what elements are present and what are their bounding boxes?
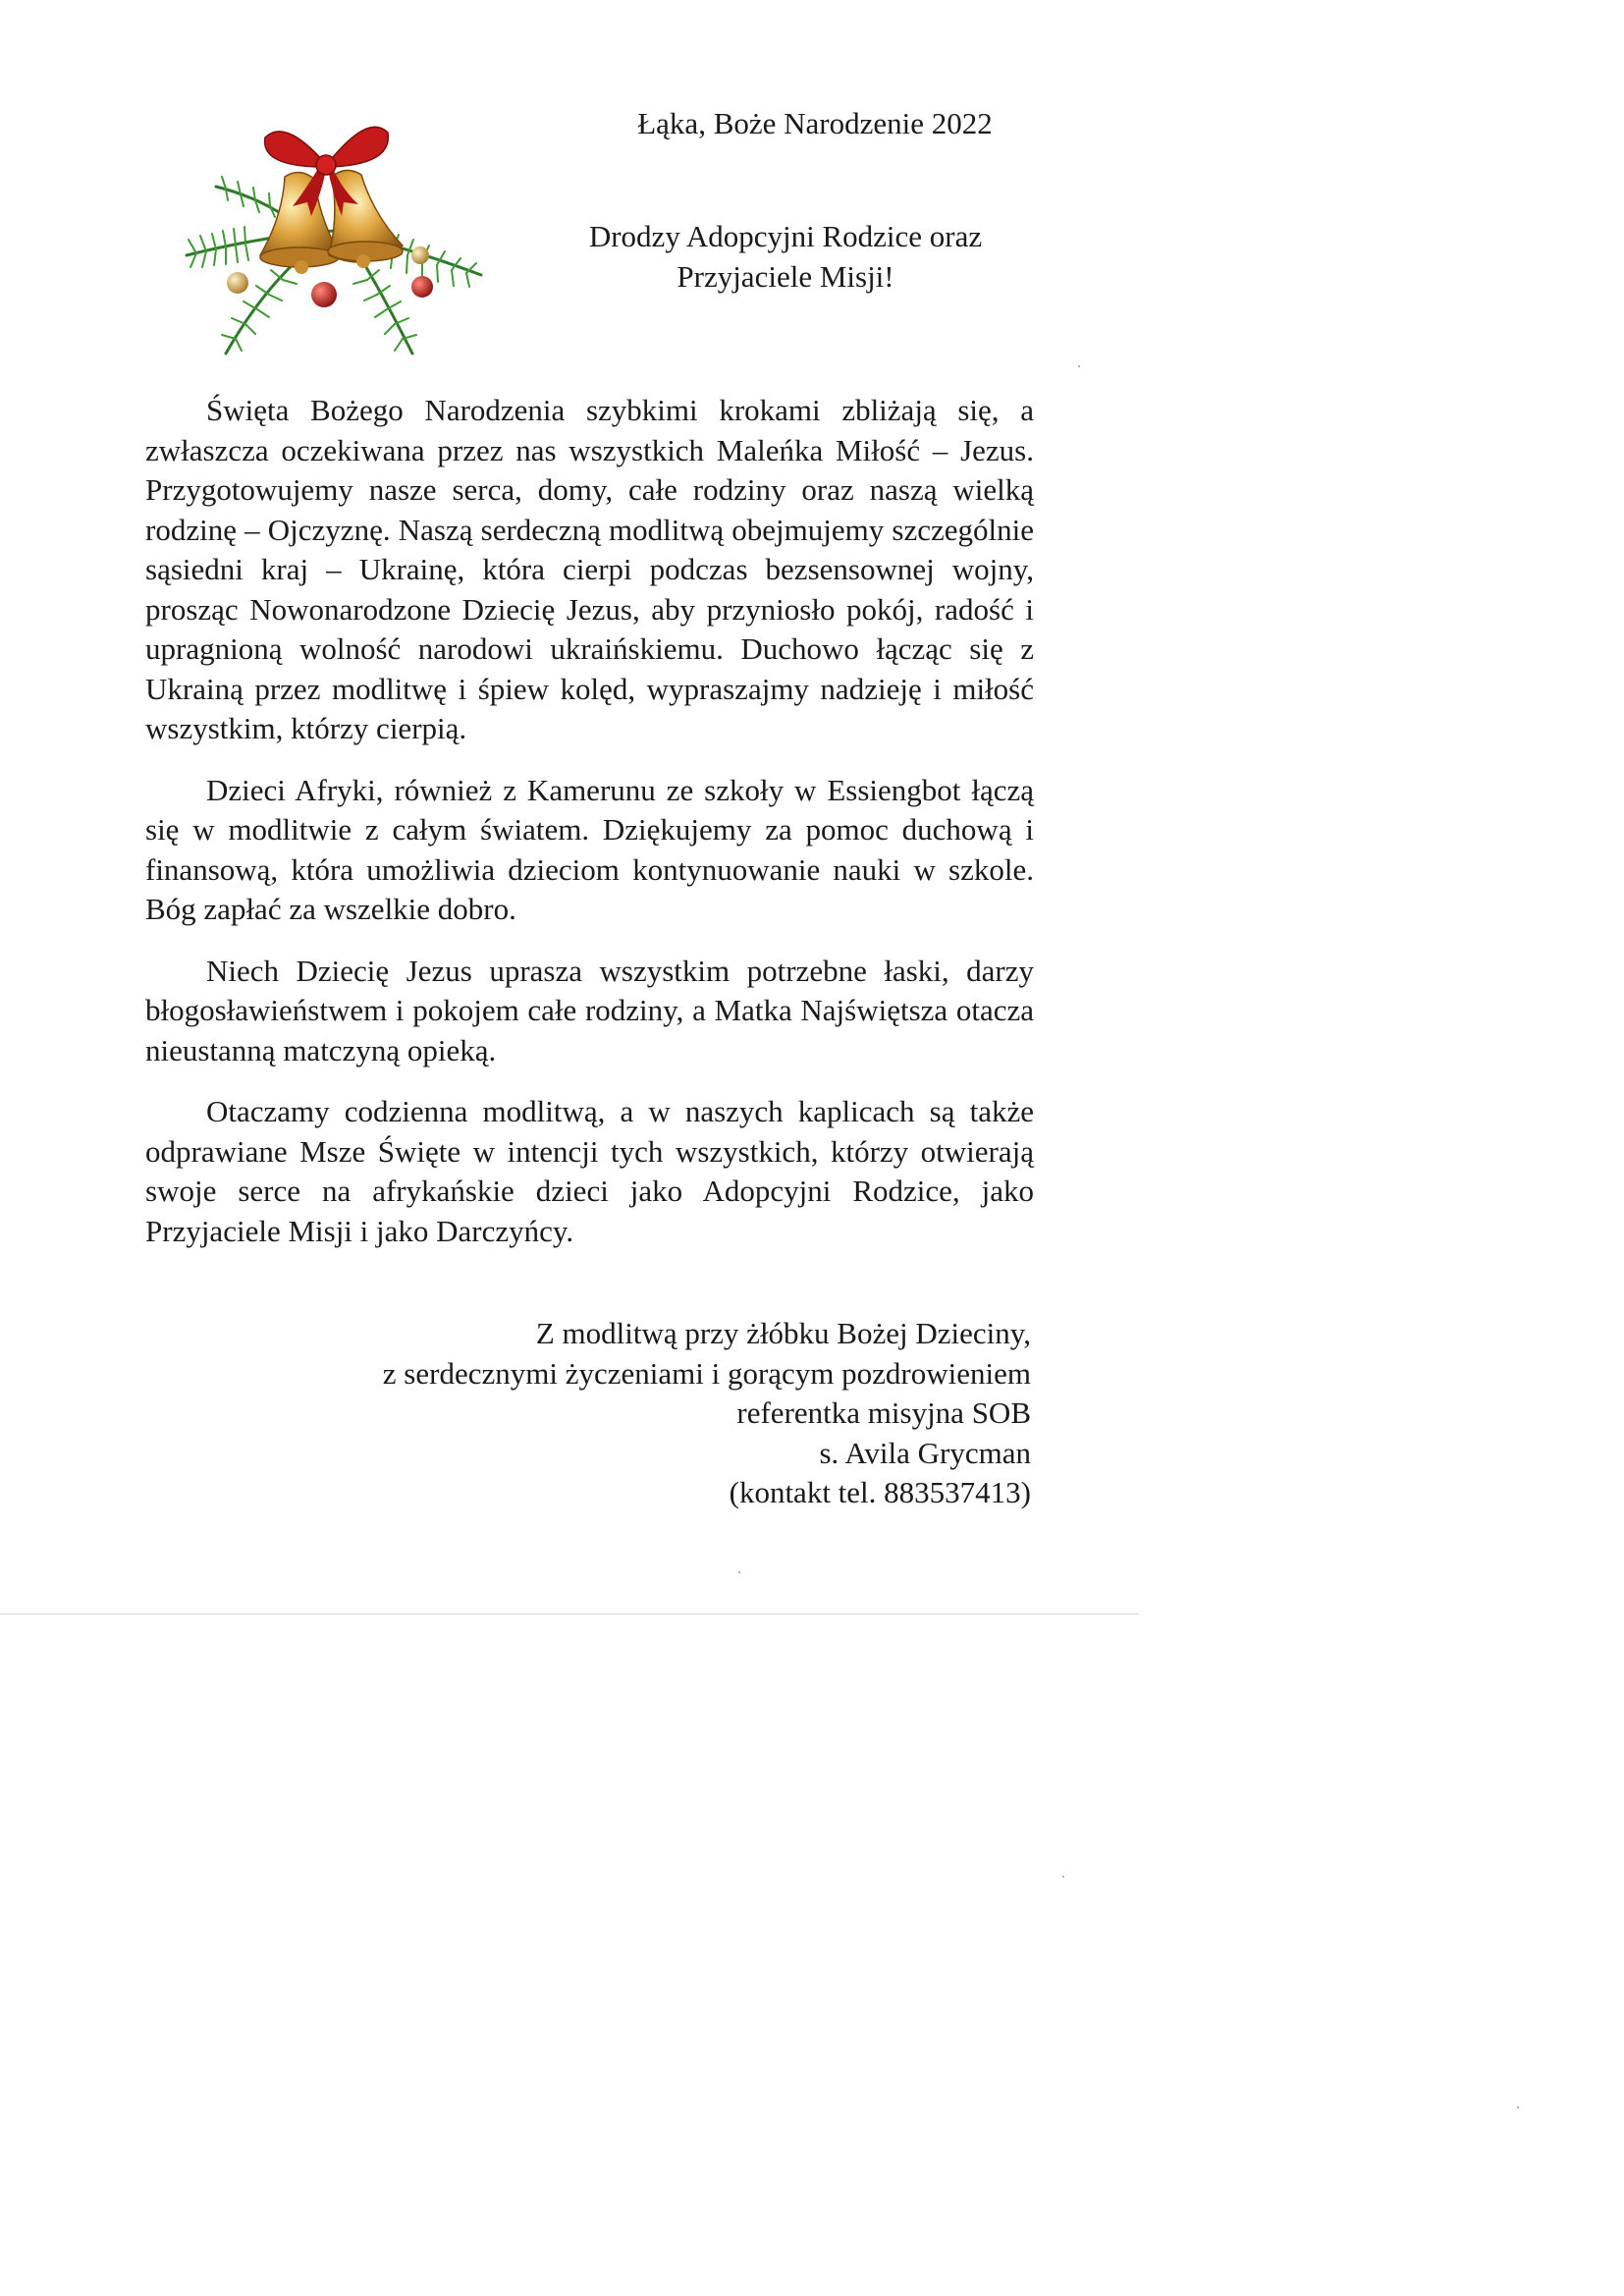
signature-line: referentka misyjna SOB [736, 1395, 1031, 1430]
scan-speck [738, 1571, 740, 1573]
letter-body [145, 391, 1034, 1273]
signature-line: Z modlitwą przy żłóbku Bożej Dzieciny, [535, 1316, 1031, 1350]
scan-speck [1078, 365, 1080, 367]
salutation-line: Drodzy Adopcyjni Rodzice oraz [588, 219, 983, 253]
paragraph: Niech Dziecię Jezus uprasza wszystkim potrzebne łaski, darzy błogosławieństwem i pokojem całe rodziny, a Matka Najświętsza otacza nieustanną matczyną opieką. [145, 953, 1034, 1067]
scan-speck [1517, 2106, 1519, 2108]
paragraph: Święta Bożego Narodzenia szybkimi krokami zbliżają się, a zwłaszcza oczekiwana przez nas wszystkich Maleńka Miłość – Jezus. Przygotowujemy nasze serca, domy, całe rodziny oraz naszą wielką rodzinę – Ojczyznę. Naszą serdeczną modlitwą obejmujemy szczególnie sąsiedni kraj – Ukrainę, która cierpi podczas bezsensownej wojny, prosząc Nowonarodzone Dziecię Jezus, aby przyniosło pokój, radość i upragnioną wolność narodowi ukraińskiemu. Duchowo łącząc się z Ukrainą przez modlitwę i śpiew kolęd, wypraszajmy nadzieję i miłość wszystkim, którzy cierpią. [145, 393, 1034, 745]
salutation-line: Przyjaciele Misji! [677, 259, 894, 294]
signature-line: z serdecznymi życzeniami i gorącym pozdrowieniem [382, 1355, 1031, 1391]
paragraph: Dzieci Afryki, również z Kamerunu ze szkoły w Essiengbot łączą się w modlitwie z całym światem. Dziękujemy za pomoc duchową i finansową, która umożliwia dzieciom kontynuowanie nauki w szkole. Bóg zapłać za wszelkie dobro. [145, 772, 1034, 926]
salutation [530, 216, 1041, 297]
scan-edge-line [0, 1613, 1139, 1614]
paragraph: Otaczamy codzienna modlitwą, a w naszych kaplicach są także odprawiane Msze Święte w intencji tych wszystkich, którzy otwierają swoje serce na afrykańskie dzieci jako Adopcyjni Rodzice, jako Przyjaciele Misji i jako Darczyńcy. [145, 1094, 1034, 1248]
signature-block [245, 1314, 1031, 1513]
place-date: Łąka, Boże Narodzenie 2022 [637, 106, 993, 140]
signature-name: s. Avila Grycman [819, 1435, 1031, 1470]
contact-phone: (kontakt tel. 883537413) [729, 1475, 1031, 1509]
scan-speck [1062, 1876, 1064, 1878]
christmas-bells-icon [167, 108, 501, 373]
